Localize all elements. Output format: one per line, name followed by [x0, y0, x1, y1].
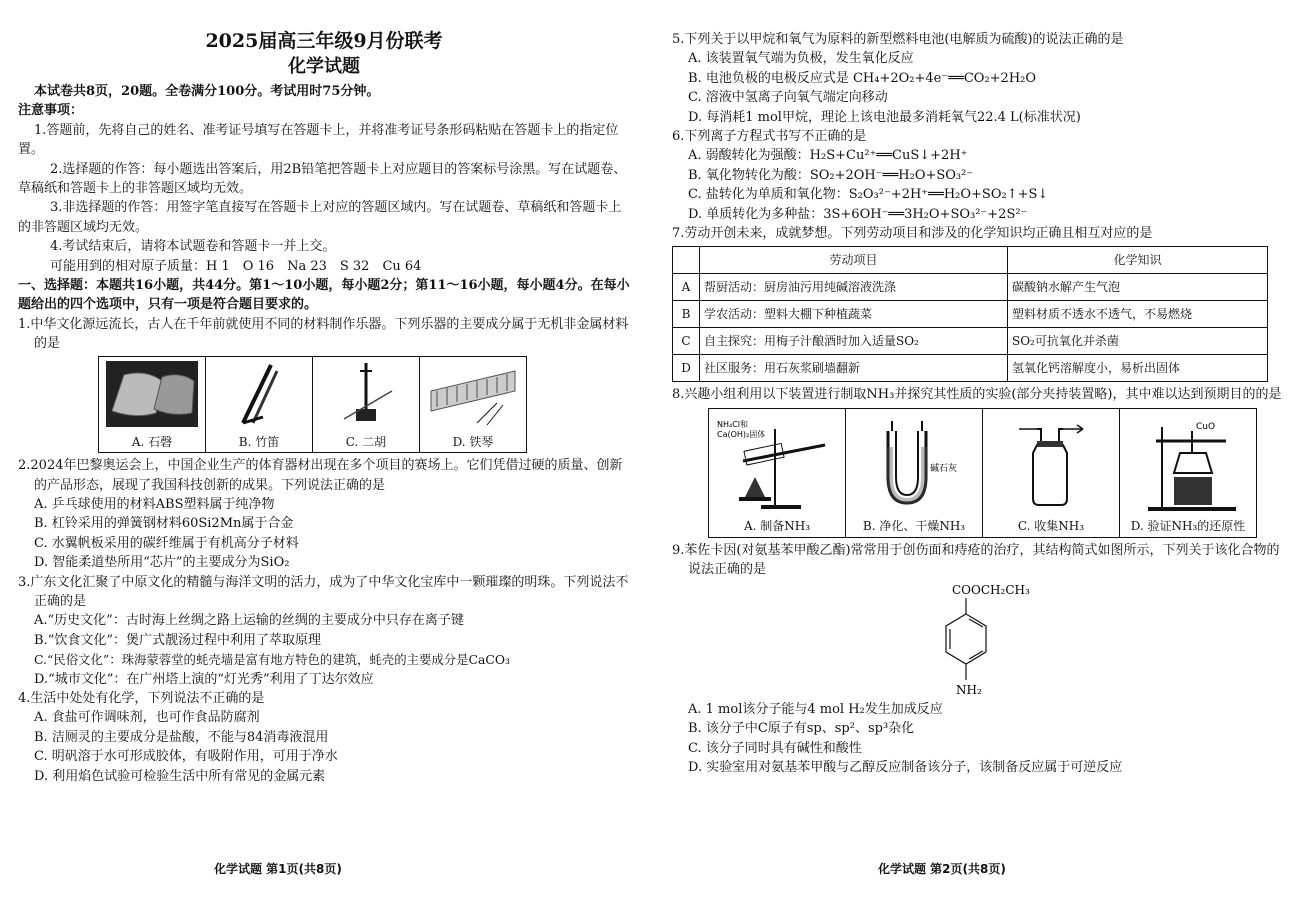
q8-stem: 8.兴趣小组利用以下装置进行制取NH₃并探究其性质的实验(部分夹持装置略)，其中难以达到预期目的的是 — [672, 387, 1282, 403]
note-1: 1.答题前，先将自己的姓名、准考证号填写在答题卡上，并将准考证号条形码粘贴在答题卡上的指定位置。 — [18, 122, 619, 158]
left-page — [18, 28, 630, 786]
q7-header-knowledge: 化学知识 — [1007, 247, 1267, 274]
q7-table — [672, 246, 1268, 382]
gas-collection-bottle — [989, 417, 1113, 513]
q1-image-table — [98, 356, 527, 453]
q1-image-d — [420, 356, 527, 452]
note-4: 4.考试结束后，请将本试题卷和答题卡一并上交。 — [50, 239, 336, 255]
right-page — [672, 30, 1284, 777]
q8-apparatus-table — [708, 408, 1257, 538]
q7-row-item: 社区服务：用石灰浆刷墙翻新 — [700, 355, 1008, 382]
bamboo-flute-image — [213, 361, 305, 427]
q3-option-d: D.“城市文化”：在广州塔上演的“灯光秀”利用了丁达尔效应 — [34, 671, 374, 687]
q2-option-a: A. 乒乓球使用的材料ABS塑料属于纯净物 — [34, 496, 275, 512]
q7-row-knowledge: 塑料材质不透水不透气，不易燃烧 — [1007, 301, 1267, 328]
q7-row-item: 帮厨活动：厨房油污用纯碱溶液洗涤 — [700, 274, 1008, 301]
q7-stem: 7.劳动开创未来，成就梦想。下列劳动项目和涉及的化学知识均正确且相互对应的是 — [672, 226, 1153, 242]
q4-option-c: C. 明矾溶于水可形成胶体，有吸附作用，可用于净水 — [34, 749, 338, 765]
q7-row-item: 学农活动：塑料大棚下种植蔬菜 — [700, 301, 1008, 328]
q9-option-d: D. 实验室用对氨基苯甲酸与乙醇反应制备该分子，该制备反应属于可逆反应 — [688, 759, 1123, 775]
cuo-reduction-apparatus — [1126, 417, 1250, 513]
q7-row-key: A — [673, 274, 700, 301]
q1-image-a — [99, 356, 206, 452]
q8-caption-b: B. 净化、干燥NH₃ — [862, 519, 966, 534]
q9-stem: 9.苯佐卡因(对氨基苯甲酸乙酯)常常用于创伤面和痔疮的治疗，其结构简式如图所示，下列关于该化合物的说法正确的是 — [672, 542, 1280, 578]
q2-stem: 2.2024年巴黎奥运会上，中国企业生产的体育器材出现在多个项目的赛场上。它们凭借过硬的质量、创新的产品形态，展现了我国科技创新的成果。下列说法正确的是 — [18, 458, 623, 493]
q7-header-row — [673, 247, 1268, 274]
q1-caption-c: C. 二胡 — [345, 434, 387, 449]
q9-option-b: B. 该分子中C原子有sp、sp²、sp³杂化 — [688, 721, 915, 737]
note-3: 3.非选择题的作答：用签字笔直接写在答题卡上对应的答题区域内。写在试题卷、草稿纸和答题卡上的非答题区域均无效。 — [18, 200, 622, 235]
notes-heading: 注意事项： — [18, 103, 84, 119]
q4-option-d: D. 利用焰色试验可检验生活中所有常见的金属元素 — [34, 768, 326, 784]
q9-option-c: C. 该分子同时具有碱性和酸性 — [688, 740, 862, 756]
q1-caption-d: D. 铁琴 — [452, 434, 494, 449]
q1-image-c — [313, 356, 420, 452]
q5-option-a: A. 该装置氧气端为负极，发生氧化反应 — [688, 51, 914, 67]
q7-row-knowledge: 碳酸钠水解产生气泡 — [1007, 274, 1267, 301]
reagent-label-1: NH₄Cl和 — [717, 420, 749, 430]
q2-option-b: B. 杠铃采用的弹簧钢材料60Si2Mn属于合金 — [34, 516, 294, 532]
table-row — [673, 328, 1268, 355]
note-2: 2.选择题的作答：每小题选出答案后，用2B铅笔把答题卡上对应题目的答案标号涂黑。写在试题卷、草稿纸和答题卡上的非答题区域均无效。 — [18, 161, 627, 197]
q5-stem: 5.下列关于以甲烷和氧气为原料的新型燃料电池(电解质为硫酸)的说法正确的是 — [672, 32, 1124, 47]
q8-apparatus-a — [709, 408, 846, 537]
q8-apparatus-c — [983, 408, 1120, 537]
q5-option-b: B. 电池负极的电极反应式是 CH₄+2O₂+4e⁻══CO₂+2H₂O — [688, 70, 1037, 86]
q4-option-b: B. 洁厕灵的主要成分是盐酸，不能与84消毒液混用 — [34, 729, 329, 745]
q7-row-knowledge: SO₂可抗氧化并杀菌 — [1007, 328, 1267, 355]
q8-caption-c: C. 收集NH₃ — [1017, 519, 1085, 534]
q6-option-b: B. 氧化物转化为酸：SO₂+2OH⁻══H₂O+SO₃²⁻ — [688, 167, 974, 183]
q7-row-item: 自主探究：用梅子汁酿酒时加入适量SO₂ — [700, 328, 1008, 355]
q6-option-a: A. 弱酸转化为强酸：H₂S+Cu²⁺══CuS↓+2H⁺ — [688, 148, 968, 164]
metallophone-image — [427, 361, 519, 427]
q6-stem: 6.下列离子方程式书写不正确的是 — [672, 129, 867, 145]
q3-option-b: B.“饮食文化”：煲广式靓汤过程中利用了萃取原理 — [34, 632, 321, 648]
q9-option-a: A. 1 mol该分子能与4 mol H₂发生加成反应 — [688, 701, 943, 717]
q8-caption-a: A. 制备NH₃ — [743, 519, 811, 534]
amino-group-label: NH₂ — [956, 682, 982, 697]
q1-image-b — [206, 356, 313, 452]
q6-option-d: D. 单质转化为多种盐：3S+6OH⁻══3H₂O+SO₃²⁻+2S²⁻ — [688, 206, 1028, 222]
soda-lime-label: 碱石灰 — [930, 464, 958, 475]
q7-header-item: 劳动项目 — [700, 247, 1008, 274]
reagent-label-2: Ca(OH)₂固体 — [717, 430, 766, 440]
erhu-image — [320, 361, 412, 427]
q3-option-c: C.“民俗文化”：珠海蒙蓉堂的蚝壳墙是富有地方特色的建筑，蚝壳的主要成分是CaCO₃ — [34, 652, 511, 668]
q5-option-d: D. 每消耗1 mol甲烷，理论上该电池最多消耗氧气22.4 L(标准状况) — [688, 109, 1081, 125]
exam-info: 本试卷共8页，20题。全卷满分100分。考试用时75分钟。 — [34, 84, 380, 99]
q3-stem: 3.广东文化汇聚了中原文化的精髓与海洋文明的活力，成为了中华文化宝库中一颗璀璨的明珠。下列说法不正确的是 — [18, 574, 629, 609]
flask-heating-apparatus — [715, 417, 839, 513]
footer-right: 化学试题 第2页(共8页) — [878, 862, 1006, 876]
subject-title: 化学试题 — [288, 56, 360, 77]
ester-group-label: COOCH₂CH₃ — [952, 582, 1030, 597]
section-heading: 一、选择题：本题共16小题，共44分。第1～10小题，每小题2分；第11～16小题，每小题4分。在每小题给出的四个选项中，只有一项是符合题目要求的。 — [18, 278, 630, 313]
q1-caption-b: B. 竹笛 — [238, 434, 280, 449]
q8-caption-d: D. 验证NH₃的还原性 — [1130, 519, 1246, 534]
q7-header-key — [673, 247, 700, 274]
q4-option-a: A. 食盐可作调味剂，也可作食品防腐剂 — [34, 710, 260, 726]
q4-stem: 4.生活中处处有化学，下列说法不正确的是 — [18, 690, 265, 706]
q5-option-c: C. 溶液中氢离子向氧气端定向移动 — [688, 90, 888, 106]
q2-option-c: C. 水翼帆板采用的碳纤维属于有机高分子材料 — [34, 535, 299, 551]
q7-row-key: B — [673, 301, 700, 328]
benzocaine-structure — [672, 580, 1284, 700]
q8-apparatus-d — [1120, 408, 1257, 537]
q6-option-c: C. 盐转化为单质和氧化物：S₂O₃²⁻+2H⁺══H₂O+SO₂↑+S↓ — [688, 187, 1049, 203]
q8-apparatus-b — [846, 408, 983, 537]
q2-option-d: D. 智能柔道垫所用“芯片”的主要成分为SiO₂ — [34, 555, 290, 571]
cuo-label: CuO — [1196, 422, 1216, 433]
q7-row-knowledge: 氢氧化钙溶解度小，易析出固体 — [1007, 355, 1267, 382]
q1-caption-a: A. 石磬 — [131, 434, 173, 449]
table-row — [673, 355, 1268, 382]
benzene-ring — [946, 614, 986, 664]
q7-row-key: C — [673, 328, 700, 355]
footer-left: 化学试题 第1页(共8页) — [214, 862, 342, 876]
q3-option-a: A.“历史文化”：古时海上丝绸之路上运输的丝绸的主要成分中只存在离子键 — [34, 613, 464, 629]
atomic-masses: 可能用到的相对原子质量：H 1 O 16 Na 23 S 32 Cu 64 — [50, 258, 422, 274]
exam-title: 2025届高三年级9月份联考 — [205, 30, 443, 52]
stone-chime-image — [106, 361, 198, 427]
q7-row-key: D — [673, 355, 700, 382]
q1-stem: 1.中华文化源远流长，古人在千年前就使用不同的材料制作乐器。下列乐器的主要成分属于无机非金属材料的是 — [18, 316, 629, 352]
table-row — [673, 274, 1268, 301]
u-tube-apparatus — [852, 417, 976, 513]
table-row — [673, 301, 1268, 328]
